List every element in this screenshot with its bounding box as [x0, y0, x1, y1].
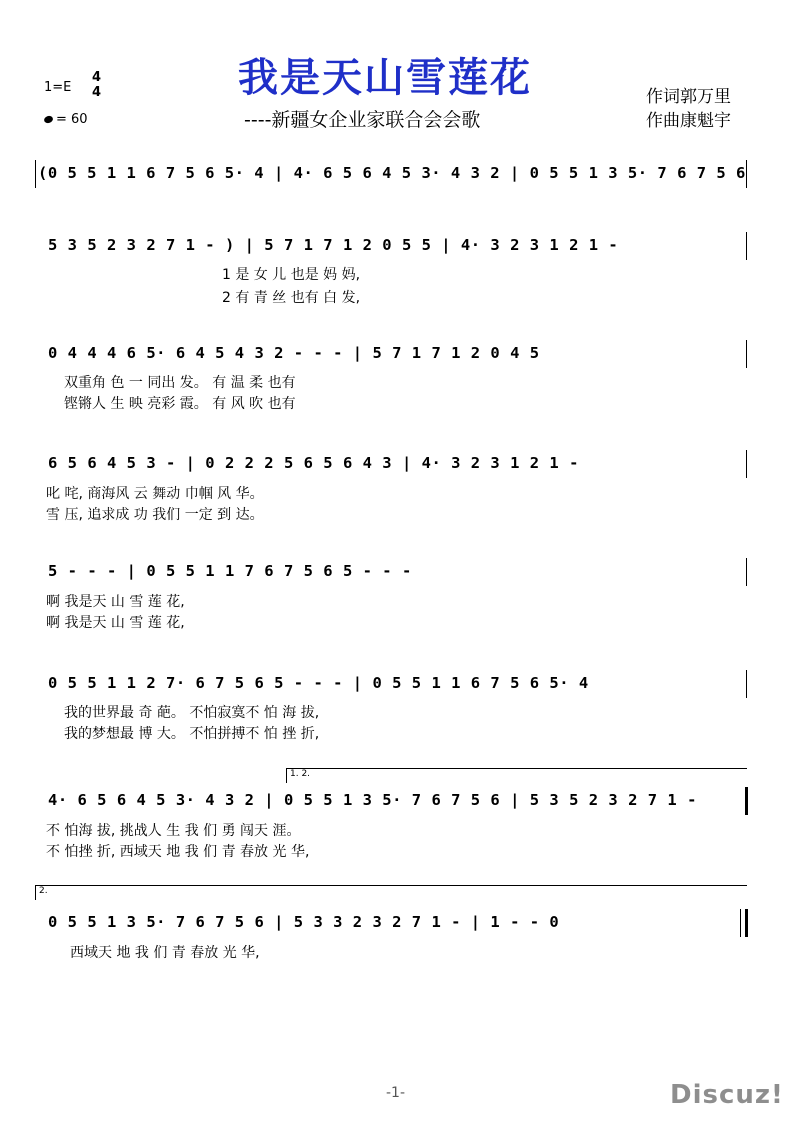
- lyric-line-2: 啊 我是天 山 雪 莲 花,: [46, 615, 185, 631]
- barline: [746, 670, 747, 698]
- barline: [746, 160, 747, 188]
- lyricist-credit: 作词郭万里: [646, 87, 731, 107]
- song-subtitle: ----新疆女企业家联合会会歌: [244, 109, 481, 131]
- volta-bracket-second: [35, 885, 747, 900]
- watermark-logo: Discuz!: [670, 1080, 784, 1110]
- barline: [746, 450, 747, 478]
- volta-label: 1. 2.: [290, 769, 311, 779]
- lyric-line-1: 西域天 地 我 们 青 春放 光 华,: [70, 945, 260, 961]
- lyric-line-2: 不 怕挫 折, 西域天 地 我 们 青 春放 光 华,: [46, 844, 310, 860]
- lyric-line-1: 叱 咤, 商海风 云 舞动 巾帼 风 华。: [46, 486, 264, 502]
- barline: [746, 232, 747, 260]
- quarter-note-icon: [43, 115, 54, 125]
- system-notes: 5 3 5 2 3 2 7 1 - ) | 5 7 1 7 1 2 0 5 5 | 4· 3 2 3 1 2 1 -: [48, 236, 619, 254]
- repeat-barline: [745, 787, 748, 815]
- barline: [746, 340, 747, 368]
- system-notes: 4· 6 5 6 4 5 3· 4 3 2 | 0 5 5 1 3 5· 7 6 7 5 6 | 5 3 5 2 3 2 7 1 -: [48, 791, 697, 809]
- lyric-line-1: 我的世界最 奇 葩。 不怕寂寞不 怕 海 拔,: [64, 705, 320, 721]
- page-number: -1-: [386, 1085, 406, 1101]
- lyric-line-1: 不 怕海 拔, 挑战人 生 我 们 勇 闯天 涯。: [46, 823, 301, 839]
- meter-denominator: 4: [92, 85, 102, 100]
- song-title: 我是天山雪莲花: [238, 55, 532, 101]
- final-barline-thin: [740, 909, 741, 937]
- final-barline: [745, 909, 748, 937]
- lyric-line-1: 双重角 色 一 同出 发。 有 温 柔 也有: [64, 375, 296, 391]
- lyric-line-2: 我的梦想最 博 大。 不怕拼搏不 怕 挫 折,: [64, 726, 320, 742]
- system-notes: 6 5 6 4 5 3 - | 0 2 2 2 5 6 5 6 4 3 | 4· 3 2 3 1 2 1 -: [48, 454, 579, 472]
- barline: [746, 558, 747, 586]
- tempo-value: = 60: [56, 112, 88, 127]
- system-notes: 0 4 4 4 6 5· 6 4 5 4 3 2 - - - | 5 7 1 7 1 2 0 4 5: [48, 344, 540, 362]
- lyric-line-2: 2 有 青 丝 也有 白 发,: [222, 290, 361, 306]
- meter-numerator: 4: [92, 70, 102, 85]
- system-notes: (0 5 5 1 1 6 7 5 6 5· 4 | 4· 6 5 6 4 5 3· 4 3 2 | 0 5 5 1 3 5· 7 6 7 5 6: [38, 164, 746, 182]
- lyric-line-1: 1 是 女 儿 也是 妈 妈,: [222, 267, 361, 283]
- volta-bracket-first: [286, 768, 747, 783]
- key-signature: 1=E: [44, 80, 72, 95]
- tempo-marking: [44, 112, 88, 127]
- lyric-line-1: 啊 我是天 山 雪 莲 花,: [46, 594, 185, 610]
- system-notes: 0 5 5 1 3 5· 7 6 7 5 6 | 5 3 3 2 3 2 7 1 - | 1 - - 0: [48, 913, 560, 931]
- barline: [35, 160, 36, 188]
- lyric-line-2: 铿锵人 生 映 亮彩 霞。 有 风 吹 也有: [64, 396, 296, 412]
- volta-label: 2.: [39, 886, 48, 896]
- composer-credit: 作曲康魁宇: [646, 111, 731, 131]
- system-notes: 5 - - - | 0 5 5 1 1 7 6 7 5 6 5 - - -: [48, 562, 412, 580]
- system-notes: 0 5 5 1 1 2 7· 6 7 5 6 5 - - - | 0 5 5 1 1 6 7 5 6 5· 4: [48, 674, 589, 692]
- lyric-line-2: 雪 压, 追求成 功 我们 一定 到 达。: [46, 507, 264, 523]
